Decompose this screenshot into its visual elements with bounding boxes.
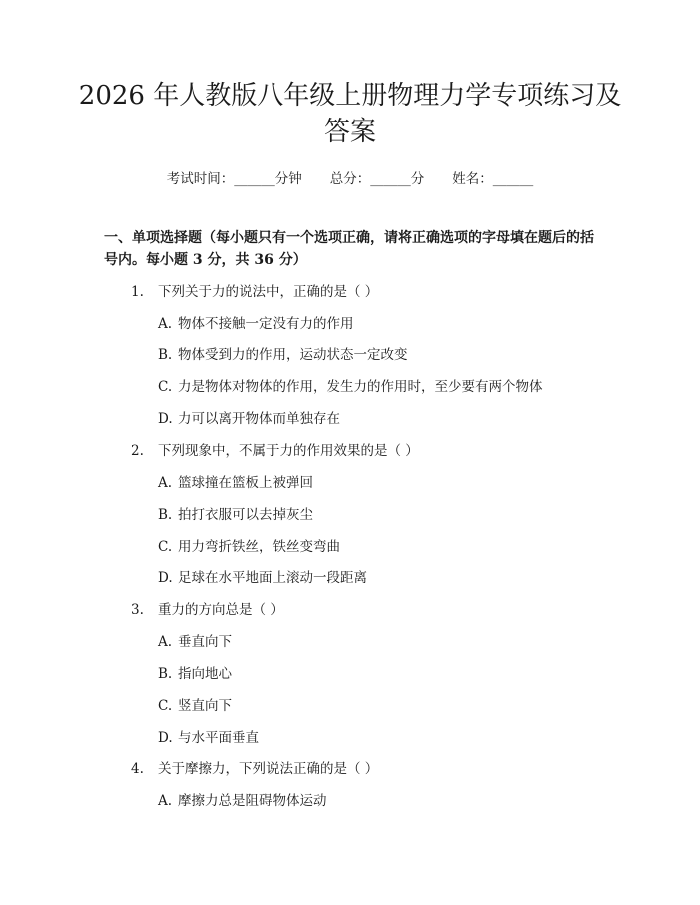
option-letter: D.: [158, 570, 173, 586]
exam-info-line: [0, 169, 700, 189]
option-text: 垂直向下: [178, 634, 232, 650]
option-text: 竖直向下: [178, 698, 232, 714]
question-4: [131, 759, 378, 779]
question-text: 下列关于力的说法中，正确的是（ ）: [158, 284, 379, 300]
question-number: 3.: [131, 602, 144, 618]
question-number: 1.: [131, 284, 144, 300]
question-text: 重力的方向总是（ ）: [158, 602, 284, 618]
exam-time-label: 考试时间：: [166, 171, 235, 187]
option-letter: A.: [158, 475, 173, 491]
option-letter: C.: [158, 539, 173, 555]
option-letter: A.: [158, 316, 173, 332]
total-score-label: 总分：: [329, 171, 371, 187]
option-text: 力可以离开物体而单独存在: [178, 411, 340, 427]
question-3: [131, 600, 284, 620]
option-letter: B.: [158, 507, 173, 523]
question-4-option-a: [158, 791, 327, 811]
option-text: 用力弯折铁丝，铁丝变弯曲: [178, 539, 340, 555]
question-text: 下列现象中，不属于力的作用效果的是（ ）: [158, 443, 419, 459]
question-1: [131, 282, 378, 302]
exam-time-unit: 分钟: [274, 171, 302, 187]
option-text: 摩擦力总是阻碍物体运动: [178, 793, 327, 809]
question-2-option-a: [158, 473, 313, 493]
question-text: 关于摩擦力，下列说法正确的是（ ）: [158, 761, 379, 777]
option-text: 篮球撞在篮板上被弹回: [178, 475, 313, 491]
question-1-option-b: [158, 345, 408, 365]
question-2: [131, 441, 419, 461]
option-letter: D.: [158, 730, 173, 746]
option-letter: C.: [158, 698, 173, 714]
question-number: 2.: [131, 443, 144, 459]
question-3-option-b: [158, 664, 232, 684]
total-score-unit: 分: [410, 171, 425, 187]
option-text: 与水平面垂直: [178, 730, 259, 746]
student-name-blank: ______: [492, 171, 534, 187]
option-letter: C.: [158, 379, 173, 395]
total-score-blank: ______: [370, 171, 411, 187]
question-2-option-d: [158, 568, 367, 588]
question-1-option-d: [158, 409, 340, 429]
student-name-label: 姓名：: [452, 171, 493, 187]
option-text: 拍打衣服可以去掉灰尘: [178, 507, 313, 523]
option-letter: B.: [158, 666, 173, 682]
question-1-option-c: [158, 377, 543, 397]
option-letter: A.: [158, 634, 173, 650]
option-text: 物体不接触一定没有力的作用: [178, 316, 354, 332]
option-text: 物体受到力的作用，运动状态一定改变: [178, 347, 408, 363]
document-title: 2026 年人教版八年级上册物理力学专项练习及答案: [78, 81, 622, 147]
question-3-option-c: [158, 696, 232, 716]
option-text: 指向地心: [178, 666, 232, 682]
option-letter: D.: [158, 411, 173, 427]
question-3-option-a: [158, 632, 232, 652]
exam-time-blank: ______: [234, 171, 275, 187]
question-1-option-a: [158, 314, 354, 334]
option-letter: B.: [158, 347, 173, 363]
option-letter: A.: [158, 793, 173, 809]
section-heading-single-choice: 一、单项选择题（每小题只有一个选项正确，请将正确选项的字母填在题后的括号内。每小题 3 分，共 36 分）: [104, 230, 594, 268]
question-number: 4.: [131, 761, 144, 777]
option-text: 力是物体对物体的作用，发生力的作用时，至少要有两个物体: [178, 379, 543, 395]
question-2-option-c: [158, 537, 340, 557]
question-2-option-b: [158, 505, 313, 525]
question-3-option-d: [158, 728, 259, 748]
option-text: 足球在水平地面上滚动一段距离: [178, 570, 367, 586]
